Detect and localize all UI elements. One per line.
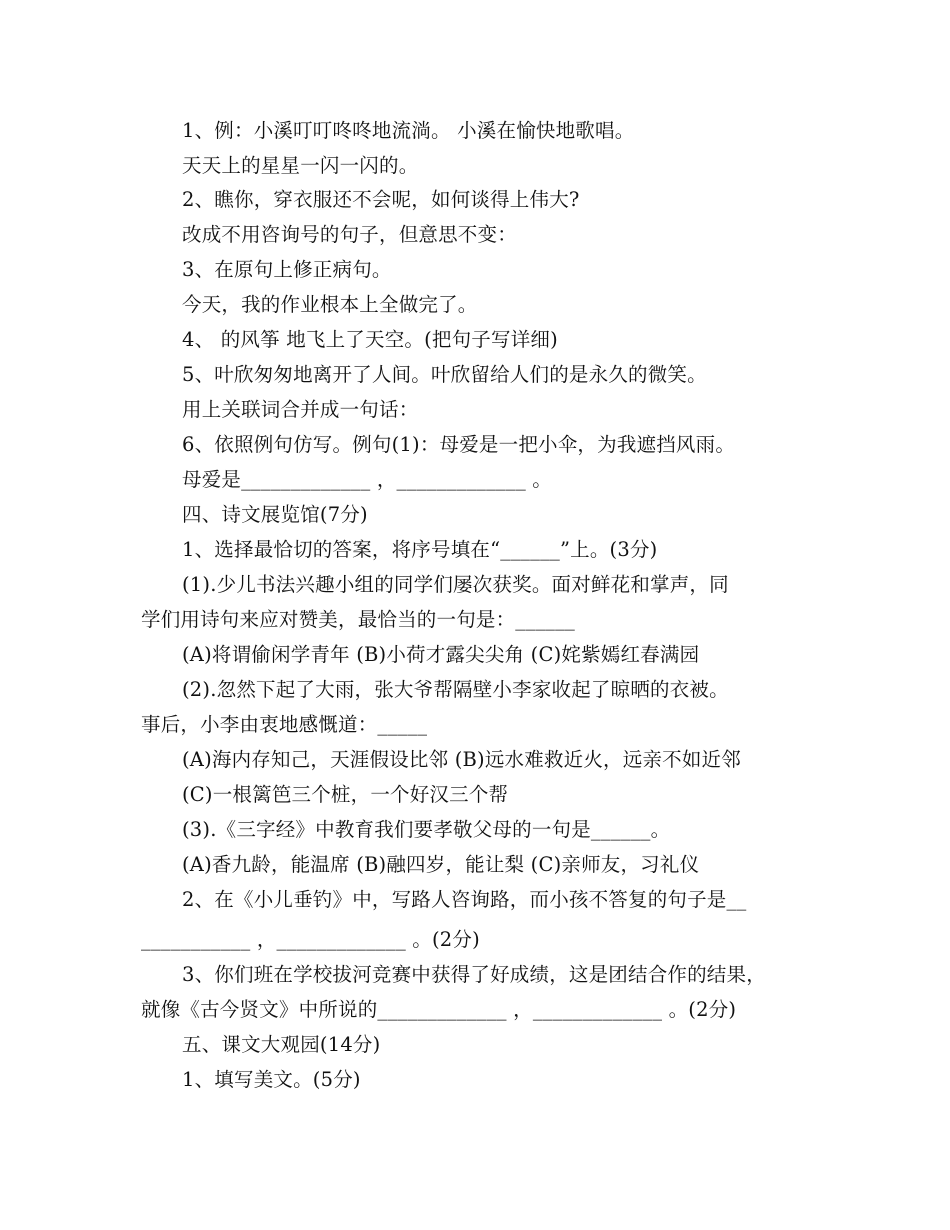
text-line-4: 改成不用咨询号的句子，但意思不变：: [182, 223, 517, 246]
text-line-26: 就像《古今贤文》中所说的_____________ ，_____________ 。(2分): [141, 998, 737, 1021]
text-line-21: (3).《三字经》中教育我们要孝敬父母的一句是______。: [182, 818, 671, 841]
text-line-8: 5、叶欣匆匆地离开了人间。叶欣留给人们的是永久的微笑。: [182, 363, 707, 386]
section-heading-4: 四、诗文展览馆(7分): [182, 503, 368, 526]
text-line-6: 今天，我的作业根本上全做完了。: [182, 293, 478, 316]
text-line-23: 2、在《小儿垂钓》中，写路人咨询路，而小孩不答复的句子是__: [182, 888, 747, 911]
text-line-9: 用上关联词合并成一句话：: [182, 398, 419, 421]
text-line-5: 3、在原句上修正病句。: [182, 258, 392, 281]
text-line-28: 1、填写美文。(5分): [182, 1068, 361, 1091]
text-line-11: 母爱是_____________ ，_____________ 。: [182, 468, 552, 491]
text-line-22: (A)香九龄，能温席 (B)融四岁，能让梨 (C)亲师友，习礼仪: [182, 853, 700, 876]
text-line-18: 事后，小李由衷地感慨道：_____: [141, 713, 428, 736]
text-line-7: 4、 的风筝 地飞上了天空。(把句子写详细): [182, 328, 558, 351]
text-line-15: 学们用诗句来应对赞美，最恰当的一句是：______: [141, 608, 576, 631]
text-line-17: (2).忽然下起了大雨，张大爷帮隔壁小李家收起了晾晒的衣被。: [182, 678, 729, 701]
text-line-10: 6、依照例句仿写。例句(1)：母爱是一把小伞，为我遮挡风雨。: [182, 433, 736, 456]
section-heading-5: 五、课文大观园(14分): [182, 1033, 381, 1056]
text-line-20: (C)一根篱笆三个桩，一个好汉三个帮: [182, 783, 509, 806]
text-line-3: 2、瞧你，穿衣服还不会呢，如何谈得上伟大?: [182, 188, 580, 211]
text-line-13: 1、选择最恰切的答案，将序号填在“______”上。(3分): [182, 538, 658, 561]
text-line-1: 1、例：小溪叮叮咚咚地流淌。 小溪在愉快地歌唱。: [182, 119, 635, 142]
text-line-2: 天天上的星星一闪一闪的。: [182, 154, 419, 177]
text-line-14: (1).少儿书法兴趣小组的同学们屡次获奖。面对鲜花和掌声，同: [182, 573, 729, 596]
text-line-19: (A)海内存知己，天涯假设比邻 (B)远水难救近火，远亲不如近邻: [182, 748, 741, 771]
text-line-25: 3、你们班在学校拔河竞赛中获得了好成绩，这是团结合作的结果，: [182, 963, 766, 986]
text-line-24: ___________ ，_____________ 。(2分): [141, 928, 480, 951]
text-line-16: (A)将谓偷闲学青年 (B)小荷才露尖尖角 (C)姹紫嫣红春满园: [182, 643, 700, 666]
